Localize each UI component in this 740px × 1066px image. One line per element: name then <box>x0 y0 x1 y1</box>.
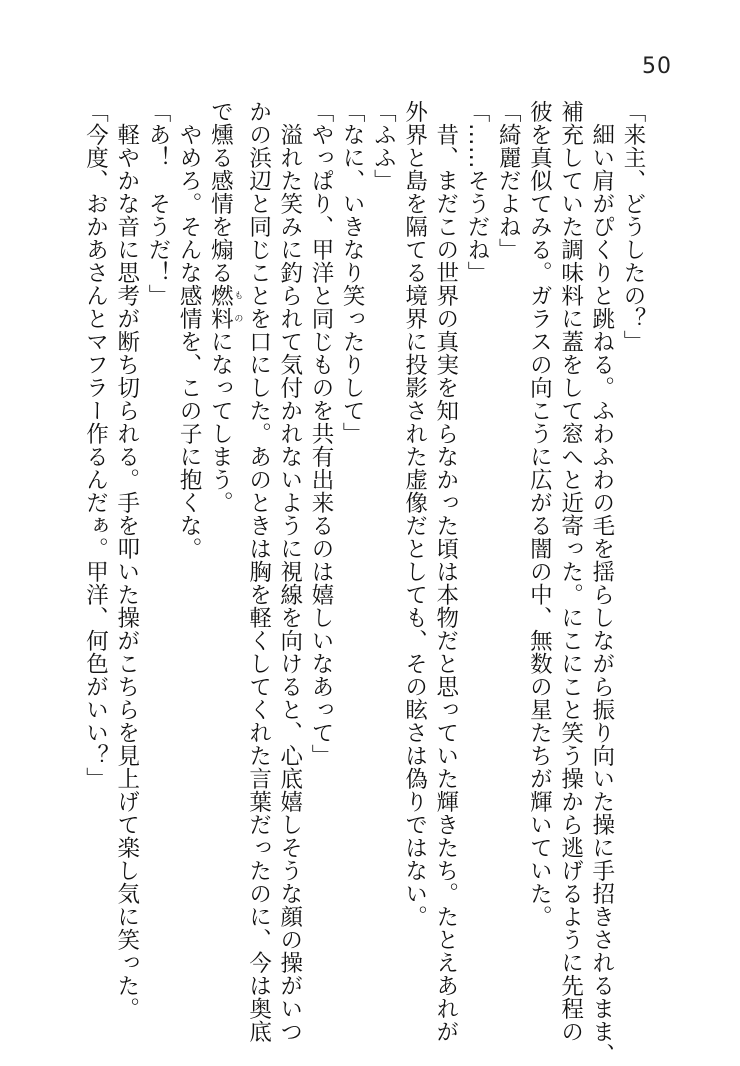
text-line-16: 「あ！ そうだ！」 <box>144 100 171 307</box>
text-line-4: 彼を真似てみる。ガラスの向こうに広がる闇の中、無数の星たちが輝いていた。 <box>526 100 553 928</box>
text-line-14: で燻る感情を煽る燃料 ものになってしまう。 <box>207 100 243 514</box>
ruby-annotation: 燃料 もの <box>207 284 243 330</box>
text-line-11: 「やっぱり、甲洋と同じものを共有出来るのは嬉しいなあって」 <box>307 100 334 767</box>
text-line-3: 補充していた調味料に蓋をして窓へと近寄った。にこにこと笑う操から逃げるように先程の <box>557 100 584 1043</box>
text-line-18: 「今度、おかあさんとマフラー作るんだぁ。甲洋、何色がいい？」 <box>82 100 109 790</box>
text-line-10: 「なに、いきなり笑ったりして」 <box>339 100 366 445</box>
text-line-13: かの浜辺と同じことを口にした。あのときは胸を軽くしてくれた言葉だったのに、今は奥底 <box>245 100 272 1043</box>
text-line-8: 外界と島を隔てる境界に投影された虚像だとしても、その眩さは偽りではない。 <box>401 100 428 928</box>
text-line-12: 溢れた笑みに釣られて気付かれないように視線を向けると、心底嬉しそうな顔の操がいつ <box>276 100 303 1043</box>
ruby-reading: もの <box>232 284 243 330</box>
novel-text-block <box>48 100 648 1066</box>
text-line-7: 昔、まだこの世界の真実を知らなかった頃は本物だと思っていた輝きたち。たとえあれが <box>432 100 459 1043</box>
text-line-9: 「ふふ」 <box>370 100 397 192</box>
page-number: 50 <box>642 54 672 79</box>
text-line-6: 「……そうだね」 <box>463 100 490 284</box>
text-line-17: 軽やかな音に思考が断ち切られる。手を叩いた操がこちらを見上げて楽し気に笑った。 <box>113 100 140 1020</box>
text-line-15: やめろ。そんな感情を、この子に抱くな。 <box>176 100 203 560</box>
text-line-5: 「綺麗だよね」 <box>495 100 522 261</box>
text-line-1: 「来主、どうしたの？」 <box>620 100 646 353</box>
text-line-2: 細い肩がぴくりと跳ねる。ふわふわの毛を揺らしながら振り向いた操に手招きされるまま、 <box>588 100 615 1066</box>
